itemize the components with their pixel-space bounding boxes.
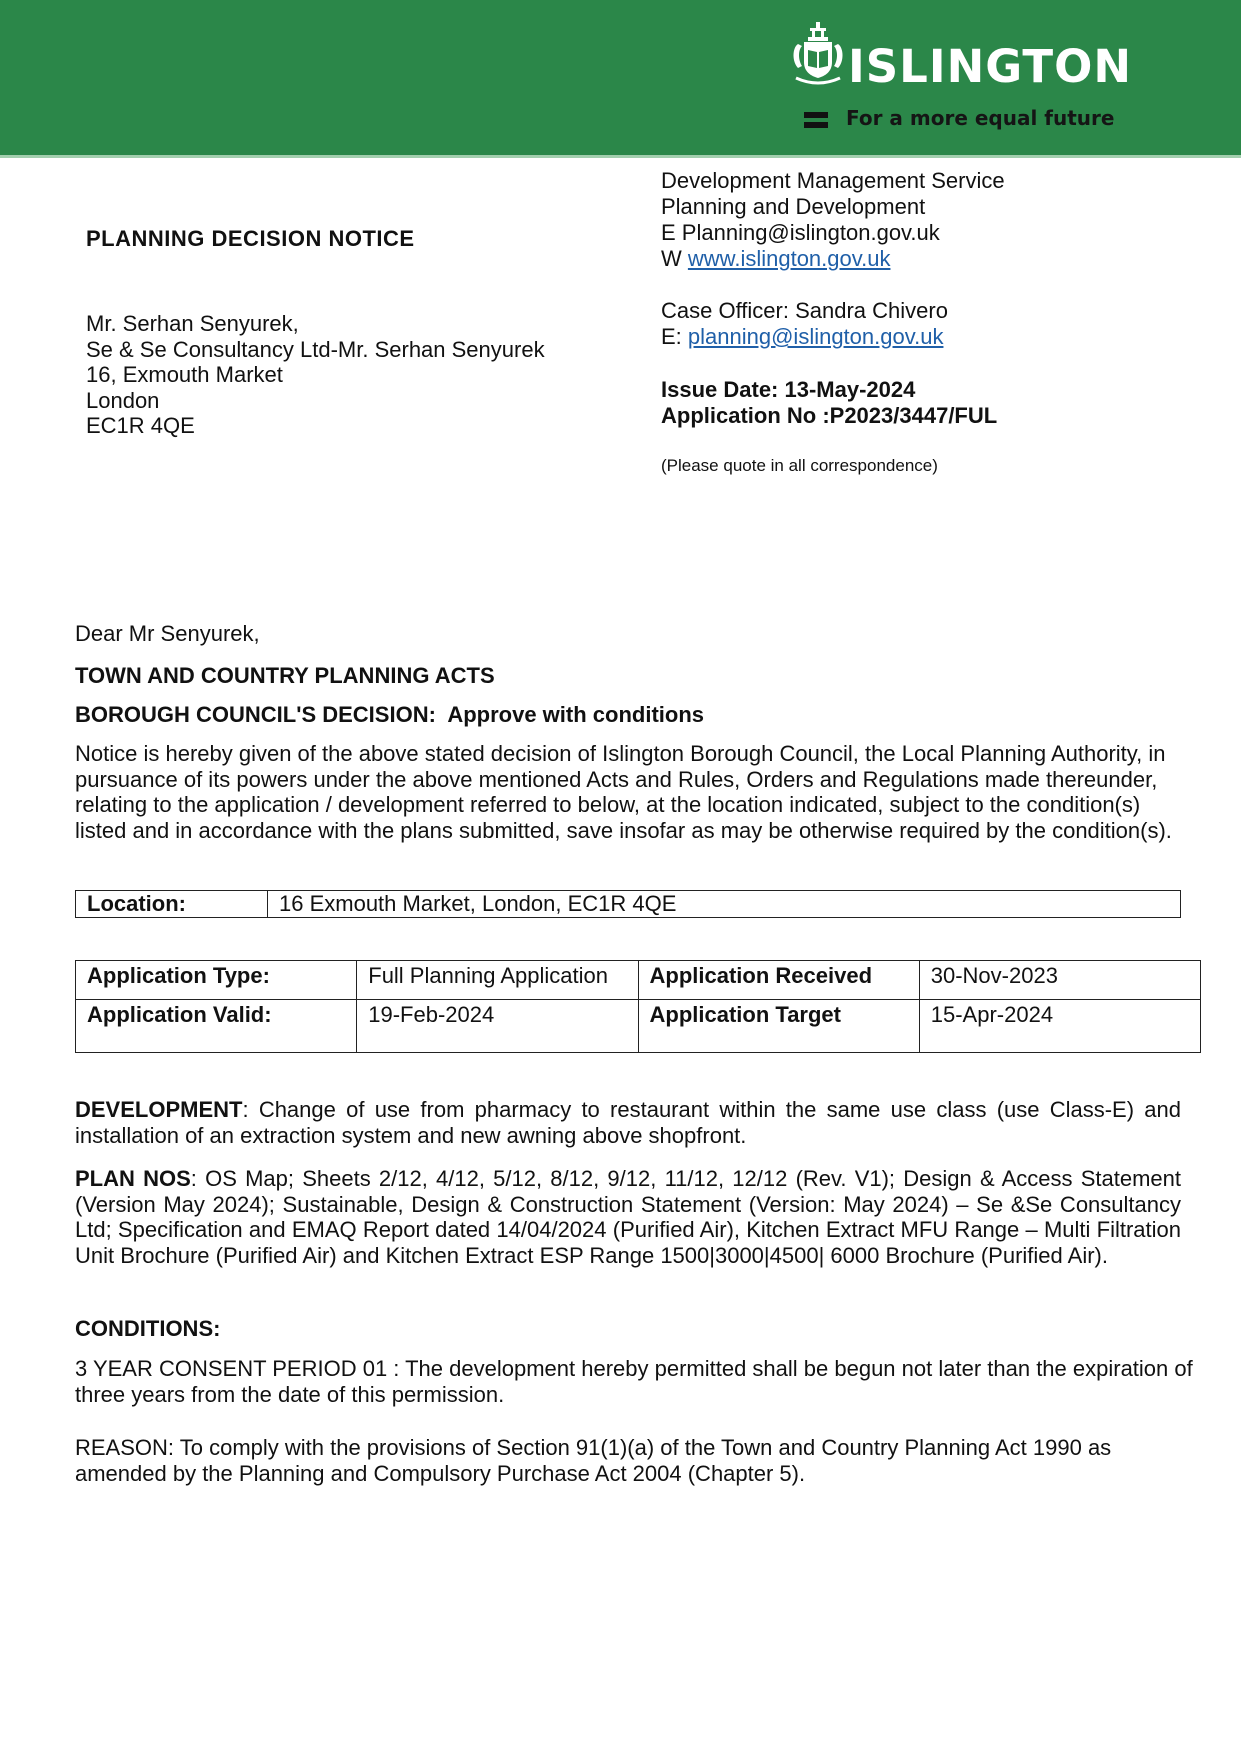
location-table <box>75 890 1181 918</box>
decision-value: Approve with conditions <box>447 702 704 727</box>
recipient-line: Mr. Serhan Senyurek, <box>86 311 299 336</box>
office-email: Planning@islington.gov.uk <box>681 220 940 245</box>
condition-item: 3 YEAR CONSENT PERIOD 01 : The development hereby permitted shall be begun not later than the expiration of three years from the date of this permission. <box>75 1356 1193 1407</box>
banner-divider <box>0 155 1241 158</box>
issue-block <box>661 377 997 429</box>
brand-wordmark: ISLINGTON <box>848 40 1132 93</box>
conditions-heading: CONDITIONS: <box>75 1316 221 1341</box>
department-name: Planning and Development <box>661 194 926 219</box>
decision-heading <box>75 702 704 728</box>
app-type-label: Application Type: <box>76 961 357 1000</box>
website-link[interactable]: www.islington.gov.uk <box>687 246 891 271</box>
office-email-line <box>661 220 1005 246</box>
decision-label: BOROUGH COUNCIL'S DECISION: <box>75 702 436 727</box>
development-paragraph <box>75 1097 1181 1148</box>
header-banner <box>0 0 1241 155</box>
notice-paragraph: Notice is hereby given of the above stated decision of Islington Borough Council, the Local Planning Authority, in pursuance of its powers under the above mentioned Acts and Rules, Orders and Regulations made thereunder, relating to the application / development referred to below, at the location indicated, subject to the condition(s) listed and in accordance with the plans submitted, save insofar as may be otherwise required by the condition(s). <box>75 741 1172 843</box>
acts-heading: TOWN AND COUNTRY PLANNING ACTS <box>75 663 495 688</box>
app-target-label: Application Target <box>638 1000 919 1053</box>
case-email-link[interactable]: planning@islington.gov.uk <box>687 324 944 349</box>
development-text: : Change of use from pharmacy to restaurant within the same use class (use Class-E) and installation of an extraction system and new awning above shopfront. <box>75 1097 1181 1148</box>
plan-nos-text: : OS Map; Sheets 2/12, 4/12, 5/12, 8/12, 9/12, 11/12, 12/12 (Rev. V1); Design & Access Statement (Version May 2024); Sustainable, Design & Construction Statement (Version: May 2024) – Se &Se Consultancy Ltd; Specification and EMAQ Report dated 14/04/2024 (Purified Air), Kitchen Extract MFU Range – Multi Filtration Unit Brochure (Purified Air) and Kitchen Extract ESP Range 1500|3000|4500| 6000 Brochure (Purified Air). <box>75 1166 1181 1268</box>
application-table <box>75 960 1201 1053</box>
table-row <box>76 891 1181 918</box>
development-label: DEVELOPMENT <box>75 1097 243 1122</box>
issue-date: Issue Date: 13-May-2024 <box>661 377 916 402</box>
email-prefix: E <box>661 220 682 245</box>
equals-icon <box>804 112 828 128</box>
app-received-label: Application Received <box>638 961 919 1000</box>
recipient-line: EC1R 4QE <box>86 413 195 438</box>
location-label: Location: <box>76 891 268 918</box>
islington-logo <box>790 22 1132 130</box>
location-value: 16 Exmouth Market, London, EC1R 4QE <box>268 891 1181 918</box>
case-email-prefix: E: <box>661 324 688 349</box>
plan-nos-label: PLAN NOS <box>75 1166 191 1191</box>
table-row <box>76 1000 1201 1053</box>
case-email-line <box>661 324 948 350</box>
web-prefix: W <box>661 246 688 271</box>
app-target-value: 15-Apr-2024 <box>919 1000 1200 1053</box>
salutation: Dear Mr Senyurek, <box>75 621 260 646</box>
app-type-value: Full Planning Application <box>357 961 638 1000</box>
quote-note: (Please quote in all correspondence) <box>661 456 938 475</box>
recipient-address <box>86 311 545 439</box>
case-officer: Case Officer: Sandra Chivero <box>661 298 948 323</box>
page-title: PLANNING DECISION NOTICE <box>86 226 415 251</box>
app-valid-label: Application Valid: <box>76 1000 357 1053</box>
case-officer-block <box>661 298 948 350</box>
office-details <box>661 168 1005 272</box>
recipient-line: London <box>86 387 160 413</box>
recipient-line: Se & Se Consultancy Ltd-Mr. Serhan Senyurek <box>86 336 545 362</box>
app-received-value: 30-Nov-2023 <box>919 961 1200 1000</box>
brand-tagline: For a more equal future <box>846 106 1115 130</box>
council-crest-icon <box>790 22 846 92</box>
recipient-line: 16, Exmouth Market <box>86 362 283 387</box>
table-row <box>76 961 1201 1000</box>
office-web-line <box>661 246 1005 272</box>
app-valid-value: 19-Feb-2024 <box>357 1000 638 1053</box>
application-number: Application No :P2023/3447/FUL <box>661 403 998 428</box>
service-name: Development Management Service <box>661 168 1005 193</box>
condition-reason: REASON: To comply with the provisions of Section 91(1)(a) of the Town and Country Planning Act 1990 as amended by the Planning and Compulsory Purchase Act 2004 (Chapter 5). <box>75 1435 1112 1486</box>
plan-nos-paragraph <box>75 1166 1181 1268</box>
